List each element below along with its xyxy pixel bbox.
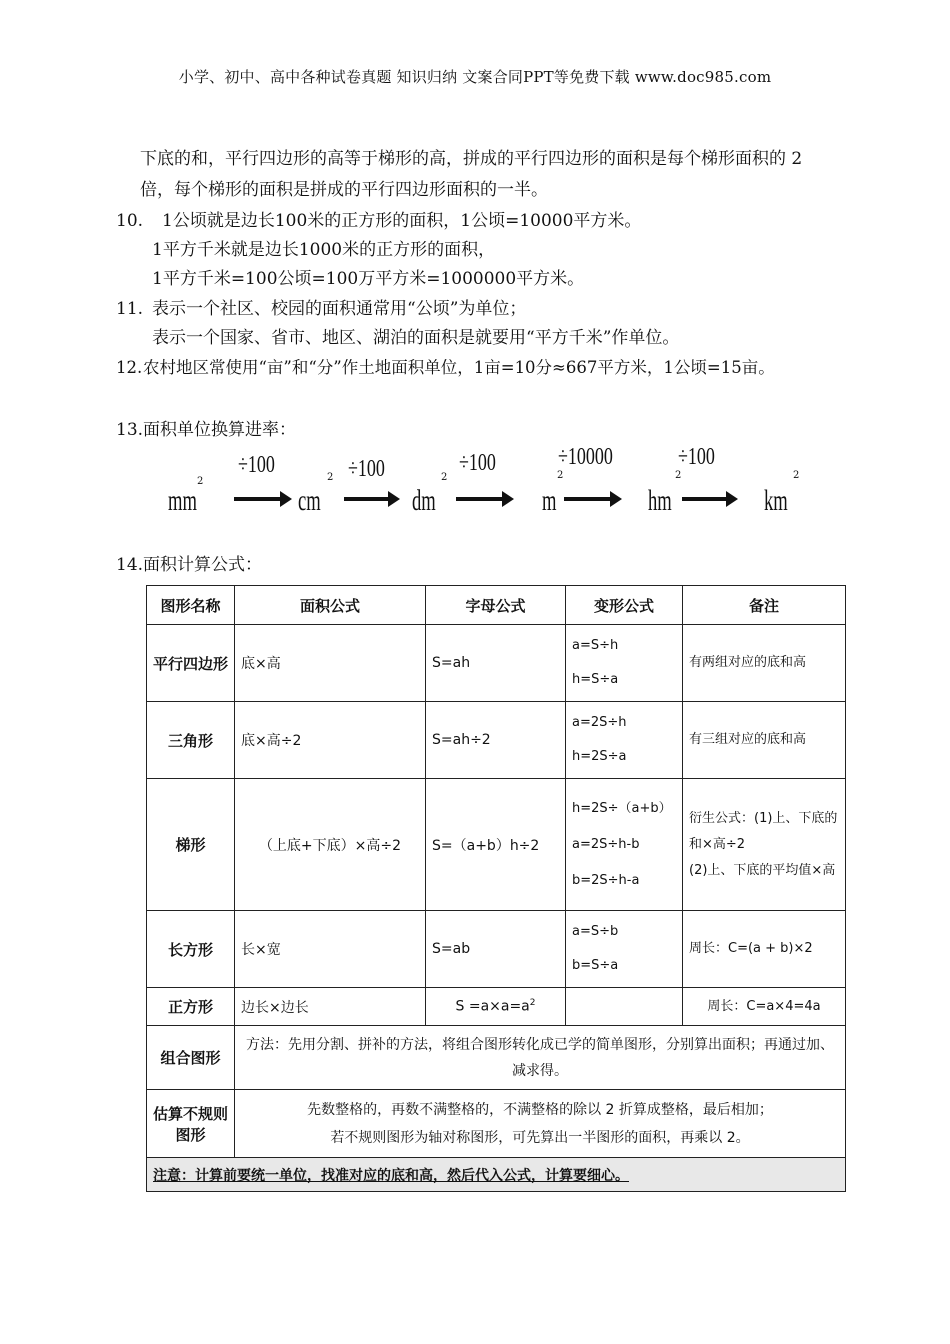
rate-mm-cm: ÷100 <box>238 452 275 478</box>
rate-cm-dm: ÷100 <box>348 456 385 482</box>
area-square: 边长×边长 <box>235 988 426 1026</box>
note-square: 周长：C=a×4=4a <box>683 988 846 1026</box>
variants-triangle <box>566 702 683 779</box>
variant-2: b=S÷a <box>572 958 619 973</box>
p14-title: 面积计算公式： <box>143 555 262 575</box>
variants-parallelogram <box>566 625 683 702</box>
area-rectangle: 长×宽 <box>235 911 426 988</box>
note-parallelogram: 有两组对应的底和高 <box>683 625 846 702</box>
unit-dm-sup: 2 <box>441 472 448 483</box>
irregular-line-1: 先数整格的，再数不满整格的，不满整格的除以 2 折算成整格，最后相加； <box>307 1101 773 1118</box>
area-formula-table <box>146 585 846 1192</box>
arrow-cm-dm <box>344 497 390 501</box>
shape-composite: 组合图形 <box>147 1026 235 1090</box>
unit-cm-sup: 2 <box>327 472 334 483</box>
arrow-dm-m <box>456 497 504 501</box>
unit-cm: cm <box>298 484 321 517</box>
page-header: 小学、初中、高中各种试卷真题 知识归纳 文案合同PPT等免费下载 www.doc985.com <box>178 68 772 86</box>
header-remark: 备注 <box>683 586 846 625</box>
variant-1: a=S÷h <box>572 638 619 653</box>
table-row <box>147 625 846 702</box>
unit-m: m <box>542 484 557 517</box>
unit-conversion-chain <box>160 444 810 520</box>
table-note-row <box>147 1158 846 1192</box>
p13-number: 13. <box>116 420 144 440</box>
variant-2: h=S÷a <box>572 672 619 687</box>
p10-line2: 1平方千米就是边长1000米的正方形的面积， <box>152 240 496 260</box>
header-shape-name: 图形名称 <box>147 586 235 625</box>
unit-hm-sup: 2 <box>675 470 682 481</box>
letter-parallelogram: S=ah <box>426 625 566 702</box>
p11-number: 11. <box>116 299 144 319</box>
note-rectangle: 周长：C=(a + b)×2 <box>683 911 846 988</box>
letter-rectangle: S=ab <box>426 911 566 988</box>
variant-1: a=2S÷h <box>572 715 627 730</box>
table-header-row <box>147 586 846 625</box>
table-row <box>147 1026 846 1090</box>
table-row <box>147 702 846 779</box>
arrow-hm-km <box>682 497 728 501</box>
variant-1: h=2S÷（a+b） <box>572 800 672 816</box>
letter-triangle: S=ah÷2 <box>426 702 566 779</box>
p9-line1: 下底的和，平行四边形的高等于梯形的高，拼成的平行四边形的面积是每个梯形面积的 2 <box>140 149 803 169</box>
unit-km: km <box>764 484 788 517</box>
p11-line2: 表示一个国家、省市、地区、湖泊的面积是就要用“平方千米”作单位。 <box>152 328 680 348</box>
letter-trapezoid: S=（a+b）h÷2 <box>426 779 566 911</box>
unit-mm-sup: 2 <box>197 476 204 487</box>
rate-dm-m: ÷100 <box>459 450 496 476</box>
method-composite: 方法：先用分割、拼补的方法，将组合图形转化成已学的简单图形，分别算出面积；再通过加、减求得。 <box>235 1026 846 1090</box>
note-trapezoid <box>683 779 846 911</box>
unit-m-sup: 2 <box>557 470 564 481</box>
unit-dm: dm <box>412 484 436 517</box>
table-row <box>147 911 846 988</box>
letter-square-base: S =a×a=a <box>455 998 530 1015</box>
p12-line1: 农村地区常使用“亩”和“分”作土地面积单位，1亩=10分≈667平方米，1公顷=15亩。 <box>143 358 775 377</box>
letter-square-sup: 2 <box>529 998 536 1009</box>
variant-1: a=S÷b <box>572 924 619 939</box>
table-note: 注意：计算前要统一单位，找准对应的底和高，然后代入公式，计算要细心。 <box>147 1158 846 1192</box>
shape-rectangle: 长方形 <box>147 911 235 988</box>
area-triangle: 底×高÷2 <box>235 702 426 779</box>
p9-line2: 倍，每个梯形的面积是拼成的平行四边形面积的一半。 <box>140 180 548 200</box>
header-letter-formula: 字母公式 <box>426 586 566 625</box>
variant-2: a=2S÷h-b <box>572 836 640 852</box>
p10-line3: 1平方千米=100公顷=100万平方米=1000000平方米。 <box>152 269 585 289</box>
shape-parallelogram: 平行四边形 <box>147 625 235 702</box>
arrow-m-hm <box>564 497 612 501</box>
shape-square: 正方形 <box>147 988 235 1026</box>
rate-m-hm: ÷10000 <box>558 444 613 470</box>
unit-hm: hm <box>648 484 672 517</box>
rate-hm-km: ÷100 <box>678 444 715 470</box>
header-area-formula: 面积公式 <box>235 586 426 625</box>
note-line-2: (2)上、下底的平均值×高 <box>689 862 836 878</box>
variant-2: h=2S÷a <box>572 749 627 764</box>
variants-rectangle <box>566 911 683 988</box>
p10-line1: 1公顷就是边长100米的正方形的面积，1公顷=10000平方米。 <box>162 211 642 231</box>
header-variant-formula: 变形公式 <box>566 586 683 625</box>
unit-km-sup: 2 <box>793 470 800 481</box>
letter-square <box>426 988 566 1026</box>
method-irregular <box>235 1090 846 1158</box>
note-triangle: 有三组对应的底和高 <box>683 702 846 779</box>
variant-3: b=2S÷h-a <box>572 872 640 888</box>
p13-title: 面积单位换算进率： <box>143 420 296 440</box>
p11-line1: 表示一个社区、校园的面积通常用“公顷”为单位； <box>152 299 527 319</box>
variants-square-empty <box>566 988 683 1026</box>
table-row <box>147 988 846 1026</box>
arrow-mm-cm <box>234 497 282 501</box>
p10-number: 10. <box>116 211 144 231</box>
note-line-1: 衍生公式：(1)上、下底的和×高÷2 <box>689 810 838 852</box>
irregular-line-2: 若不规则图形为轴对称图形，可先算出一半图形的面积，再乘以 2。 <box>330 1129 750 1146</box>
area-parallelogram: 底×高 <box>235 625 426 702</box>
shape-irregular: 估算不规则图形 <box>147 1090 235 1158</box>
p14-number: 14. <box>116 555 144 575</box>
unit-mm: mm <box>168 484 197 517</box>
shape-trapezoid: 梯形 <box>147 779 235 911</box>
area-trapezoid: （上底+下底）×高÷2 <box>235 779 426 911</box>
variants-trapezoid <box>566 779 683 911</box>
p12-number: 12. <box>116 358 143 377</box>
shape-triangle: 三角形 <box>147 702 235 779</box>
table-row <box>147 1090 846 1158</box>
table-row <box>147 779 846 911</box>
